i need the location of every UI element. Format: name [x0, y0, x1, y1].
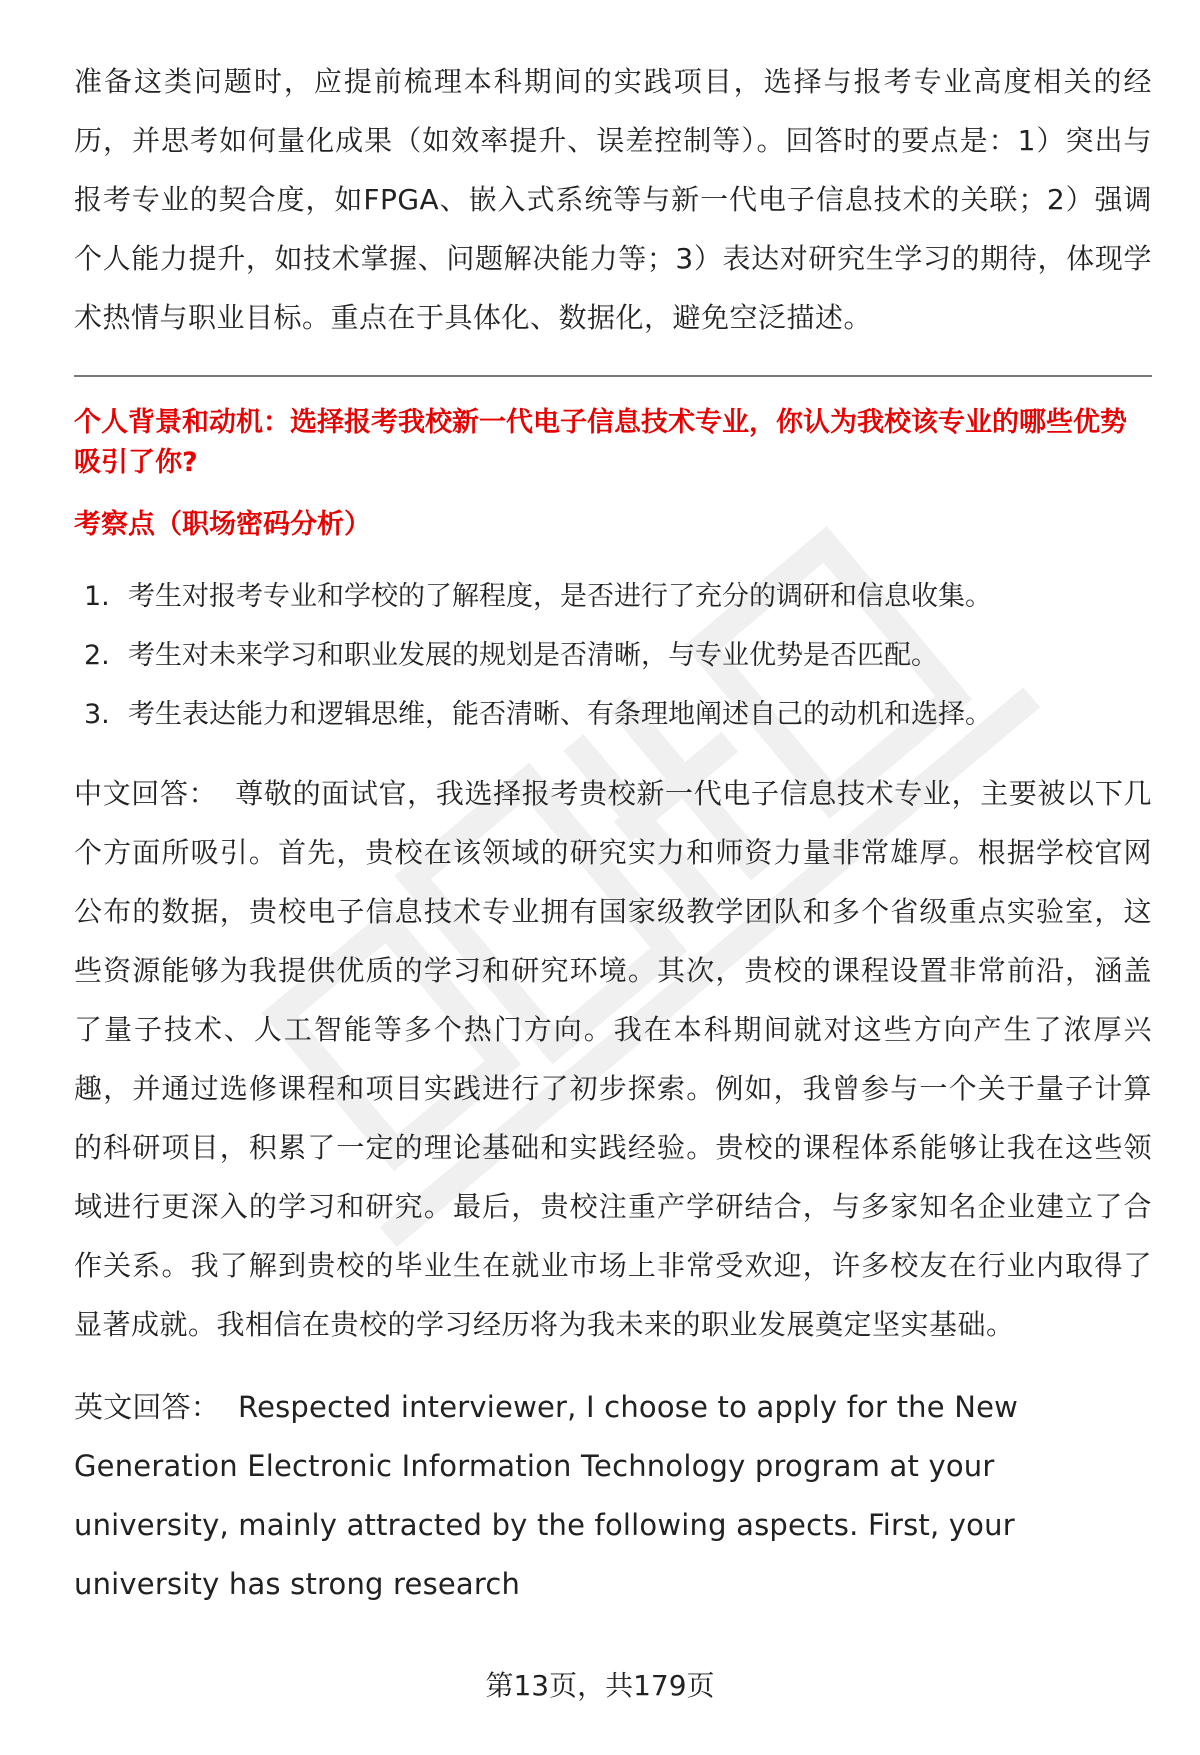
page-number-footer: 第13页，共179页: [485, 1669, 715, 1702]
english-answer-label: 英文回答：: [74, 1390, 221, 1424]
chinese-answer-label: 中文回答：: [74, 777, 218, 810]
list-item-text: 考生表达能力和逻辑思维，能否清晰、有条理地阐述自己的动机和选择。: [128, 699, 992, 730]
list-item: [74, 567, 1152, 626]
list-item-number: 3.: [84, 699, 110, 730]
list-item-number: 1.: [84, 581, 110, 612]
chinese-answer-text: 尊敬的面试官，我选择报考贵校新一代电子信息技术专业，主要被以下几个方面所吸引。首先，贵校在该领域的研究实力和师资力量非常雄厚。根据学校官网公布的数据，贵校电子信息技术专业拥有国家级教学团队和多个省级重点实验室，这些资源能够为我提供优质的学习和研究环境。其次，贵校的课程设置非常前沿，涵盖了量子技术、人工智能等多个热门方向。我在本科期间就对这些方向产生了浓厚兴趣，并通过选修课程和项目实践进行了初步探索。例如，我曾参与一个关于量子计算的科研项目，积累了一定的理论基础和实践经验。贵校的课程体系能够让我在这些领域进行更深入的学习和研究。最后，贵校注重产学研结合，与多家知名企业建立了合作关系。我了解到贵校的毕业生在就业市场上非常受欢迎，许多校友在行业内取得了显著成就。我相信在贵校的学习经历将为我未来的职业发展奠定坚实基础。: [74, 777, 1152, 1341]
english-answer-paragraph: [74, 1378, 1152, 1614]
page-content: [74, 52, 1152, 1614]
list-item: [74, 626, 1152, 685]
analysis-subheading: 考察点（职场密码分析）: [74, 509, 371, 540]
list-item-text: 考生对未来学习和职业发展的规划是否清晰，与专业优势是否匹配。: [128, 640, 938, 671]
question-heading: 个人背景和动机：选择报考我校新一代电子信息技术专业，你认为我校该专业的哪些优势吸引了你?: [74, 407, 1127, 478]
list-item-number: 2.: [84, 640, 110, 671]
english-answer-text: Respected interviewer, I choose to apply for the New Generation Electronic Information Technology program at your university, mainly attracted by the following aspects. First, your university has strong research: [74, 1390, 1019, 1601]
intro-paragraph: 准备这类问题时，应提前梳理本科期间的实践项目，选择与报考专业高度相关的经历，并思考如何量化成果（如效率提升、误差控制等）。回答时的要点是：1）突出与报考专业的契合度，如FPGA、嵌入式系统等与新一代电子信息技术的关联；2）强调个人能力提升，如技术掌握、问题解决能力等；3）表达对研究生学习的期待，体现学术热情与职业目标。重点在于具体化、数据化，避免空泛描述。: [74, 65, 1152, 334]
chinese-answer-paragraph: [74, 764, 1152, 1354]
list-item: [74, 685, 1152, 744]
analysis-points-list: [74, 567, 1152, 744]
section-divider: [74, 375, 1152, 377]
list-item-text: 考生对报考专业和学校的了解程度，是否进行了充分的调研和信息收集。: [128, 581, 992, 612]
